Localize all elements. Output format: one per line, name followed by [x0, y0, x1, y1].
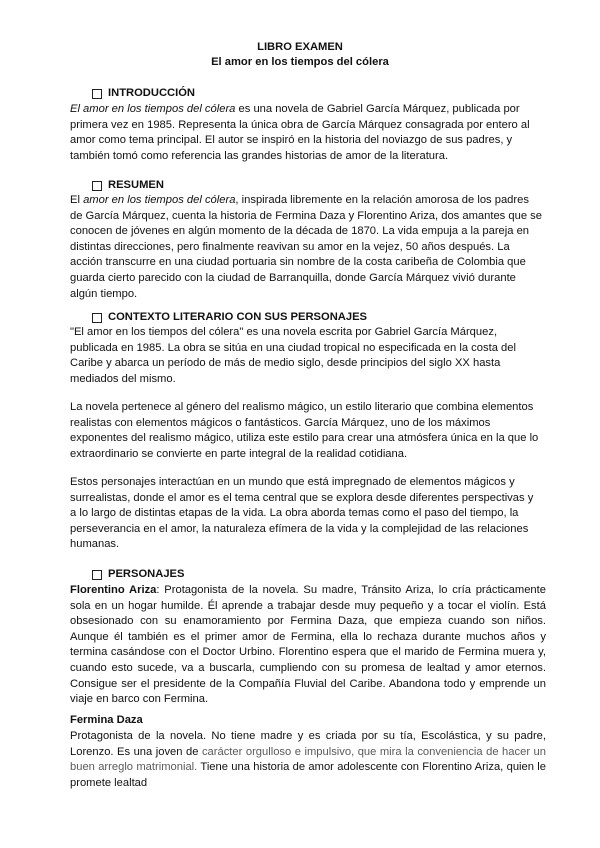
resumen-paragraph [70, 193, 542, 302]
character-description: Protagonista de la novela. No tiene madre y es criada por su tía, Escolástica, y su padre, Lorenzo. Es una joven de [70, 730, 546, 758]
section-title: PERSONAJES [108, 568, 185, 580]
document-subtitle: El amor en los tiempos del cólera [211, 56, 389, 68]
section-heading-resumen [92, 178, 164, 194]
checkbox-icon [92, 313, 102, 323]
character-description: : Protagonista de la novela. Su madre, Tránsito Ariza, lo cría prácticamente sola en un hogar humilde. Él aprende a trabajar desde muy pequeño y a tocar el violín. Está obsesionado con su enamoramiento por Fermina Daza, que empieza cuando son niños. Aunque él también es el primer amor de Fermina, ella lo rechaza durante muchos años y termina casándose con el Doctor Urbino. Florentino espera que el marido de Fermina muera y, cuando esto sucede, va a buscarla, cumpliendo con su promesa de lealtad y amor eternos. Consigue ser el presidente de la Compañía Fluvial del Caribe. Abandona todo y emprende un viaje en barco con Fermina. [70, 584, 546, 706]
intro-paragraph [70, 102, 542, 164]
florentino-paragraph [70, 583, 546, 708]
section-title: CONTEXTO LITERARIO CON SUS PERSONAJES [108, 311, 368, 323]
character-name: Fermina Daza [70, 714, 143, 726]
checkbox-icon [92, 181, 102, 191]
fermina-heading [70, 713, 542, 729]
character-name: Florentino Ariza [70, 584, 157, 596]
contexto-paragraph-2: La novela pertenece al género del realismo mágico, un estilo literario que combina elementos realistas con elementos mágicos o fantásticos. García Márquez, uno de los máximos exponentes del realismo mágico, utiliza este estilo para crear una atmósfera única en la que lo extraordinario se convierte en parte integral de la realidad cotidiana. [70, 401, 539, 460]
section-heading-introduccion [92, 86, 195, 102]
character-description-highlight: carácter orgulloso e impulsivo, que mira la conveniencia de hacer un buen arreglo matrimonial. [70, 745, 546, 774]
section-heading-personajes [92, 567, 184, 583]
document-title: LIBRO EXAMEN [257, 41, 343, 53]
fermina-paragraph [70, 729, 546, 791]
section-heading-contexto [92, 310, 367, 326]
contexto-paragraph-1: "El amor en los tiempos del cólera" es una novela escrita por Gabriel García Márquez, publicada en 1985. La obra se sitúa en una ciudad tropical no especificada en la costa del Caribe y abarca un período de más de medio siglo, desde principios del siglo XX hasta mediados del mismo. [70, 326, 516, 385]
section-title: RESUMEN [108, 179, 164, 191]
book-title-italic: amor en los tiempos del cólera [83, 194, 236, 206]
resumen-text: , inspirada libremente en la relación amorosa de los padres de García Márquez, cuenta la historia de Fermina Daza y Florentino Ariza, dos amantes que se conocen de jóvenes en algún momento de la década de 1870. La vida empuja a la pareja en distintas direcciones, pero finalmente reavivan su amor en la vejez, 50 años después. La acción transcurre en una ciudad portuaria sin nombre de la costa caribeña de Colombia que guarda cierto parecido con la ciudad de Barranquilla, donde García Márquez vivió durante algún tiempo. [70, 194, 542, 300]
contexto-paragraph-3: Estos personajes interactúan en un mundo que está impregnado de elementos mágicos y surrealistas, donde el amor es el tema central que se explora desde diferentes perspectivas y a lo largo de distintas etapas de la vida. La obra aborda temas como el paso del tiempo, la perseverancia en el amor, la naturaleza efímera de la vida y la complejidad de las relaciones humanas. [70, 476, 534, 551]
intro-text: es una novela de Gabriel García Márquez, publicada por primera vez en 1985. Representa la única obra de García Márquez consagrada por entero al amor como tema principal. El autor se inspiró en la historia del noviazgo de sus padres, y también tomó como referencia las grandes historias de amor de la literatura. [70, 103, 530, 162]
section-title: INTRODUCCIÓN [108, 87, 196, 99]
character-description-cont: Tiene una historia de amor adolescente con Florentino Ariza, quien le promete lealtad [70, 761, 546, 789]
checkbox-icon [92, 89, 102, 99]
resumen-pre: El [70, 194, 84, 206]
checkbox-icon [92, 570, 102, 580]
book-title-italic: El amor en los tiempos del cólera [70, 103, 236, 115]
